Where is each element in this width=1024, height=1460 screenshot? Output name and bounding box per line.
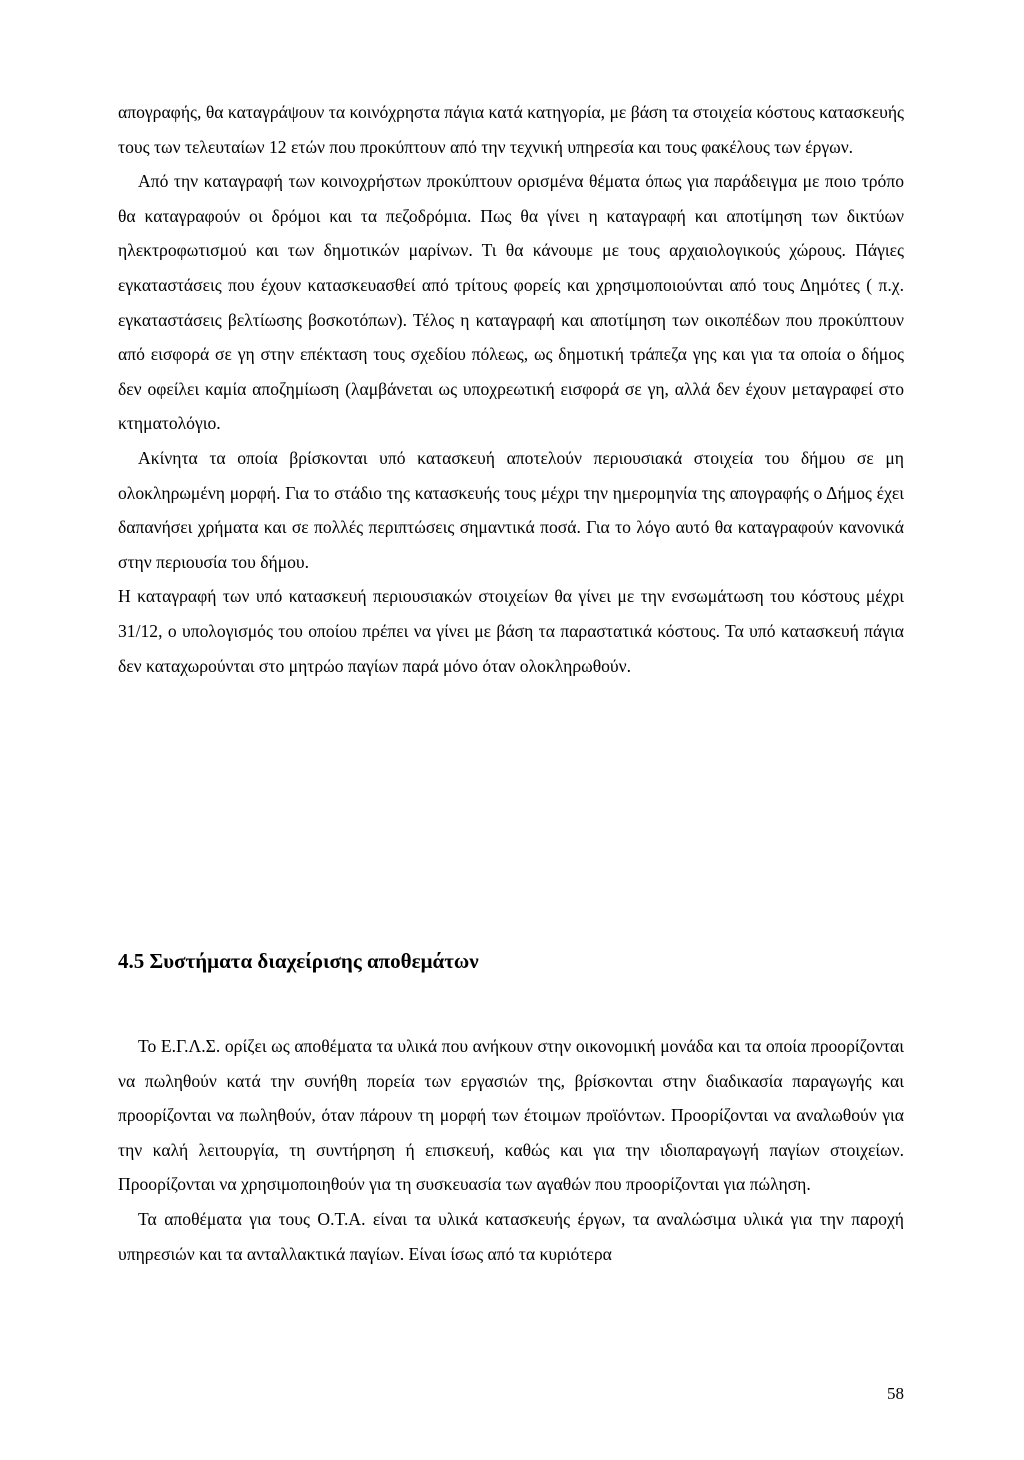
paragraph-inventory-intro: απογραφής, θα καταγράψουν τα κοινόχρηστα πάγια κατά κατηγορία, με βάση τα στοιχεία κόστους κατασκευής τους των τελευταίων 12 ετών που προκύπτουν από την τεχνική υπηρεσία και τους φακέλους των έργων. xyxy=(118,102,904,157)
document-body-section xyxy=(118,1029,904,1271)
document-body-top xyxy=(118,95,904,683)
paragraph-common-assets-issues: Από την καταγραφή των κοινοχρήστων προκύπτουν ορισμένα θέματα όπως για παράδειγμα με ποιο τρόπο θα καταγραφούν οι δρόμοι και τα πεζοδρόμια. Πως θα γίνει η καταγραφή και αποτίμηση των δικτύων ηλεκτροφωτισμού και των δημοτικών μαρίνων. Τι θα κάνουμε με τους αρχαιολογικούς χώρους. Πάγιες εγκαταστάσεις που έχουν κατασκευασθεί από τρίτους φορείς και χρησιμοποιούνται από τους Δημότες ( π.χ. εγκαταστάσεις βελτίωσης βοσκοτόπων). Τέλος η καταγραφή και αποτίμηση των οικοπέδων που προκύπτουν από εισφορά σε γη στην επέκταση τους σχεδίου πόλεως, ως δημοτική τράπεζα γης και για τα οποία ο δήμος δεν οφείλει καμία αποζημίωση (λαμβάνεται ως υποχρεωτική εισφορά σε γη, αλλά δεν έχουν μεταγραφεί στο κτηματολόγιο. xyxy=(118,171,904,434)
paragraph-under-construction-assets: Ακίνητα τα οποία βρίσκονται υπό κατασκευή αποτελούν περιουσιακά στοιχεία του δήμου σε μη ολοκληρωμένη μορφή. Για το στάδιο της κατασκευής τους μέχρι την ημερομηνία της απογραφής ο Δήμος έχει δαπανήσει χρήματα και σε πολλές περιπτώσεις σημαντικά ποσά. Για το λόγο αυτό θα καταγραφούν κανονικά στην περιουσία του δήμου. xyxy=(118,447,904,572)
paragraph-municipal-inventory: Τα αποθέματα για τους Ο.Τ.Α. είναι τα υλικά κατασκευής έργων, τα αναλώσιμα υλικά για την παροχή υπηρεσιών και τα ανταλλακτικά παγίων. Είναι ίσως από τα κυριότερα xyxy=(118,1208,904,1264)
paragraph-inventory-definition: Το Ε.Γ.Λ.Σ. ορίζει ως αποθέματα τα υλικά που ανήκουν στην οικονομική μονάδα και τα οποία προορίζονται να πωληθούν κατά την συνήθη πορεία των εργασιών της, βρίσκονται στην διαδικασία παραγωγής και προορίζονται να πωληθούν, όταν πάρουν τη μορφή των έτοιμων προϊόντων. Προορίζονται να αναλωθούν για την καλή λειτουργία, τη συντήρηση ή επισκευή, καθώς και για την ιδιοπαραγωγή παγίων στοιχείων. Προορίζονται να χρησιμοποιηθούν για τη συσκευασία των αγαθών που προορίζονται για πώληση. xyxy=(118,1036,904,1195)
page-number: 58 xyxy=(887,1384,904,1403)
section-heading: 4.5 Συστήματα διαχείρισης αποθεμάτων xyxy=(118,949,479,973)
paragraph-construction-cost-recording: Η καταγραφή των υπό κατασκευή περιουσιακών στοιχείων θα γίνει με την ενσωμάτωση του κόστους μέχρι 31/12, ο υπολογισμός του οποίου πρέπει να γίνει με βάση τα παραστατικά κόστους. Τα υπό κατασκευή πάγια δεν καταχωρούνται στο μητρώο παγίων παρά μόνο όταν ολοκληρωθούν. xyxy=(118,586,904,676)
